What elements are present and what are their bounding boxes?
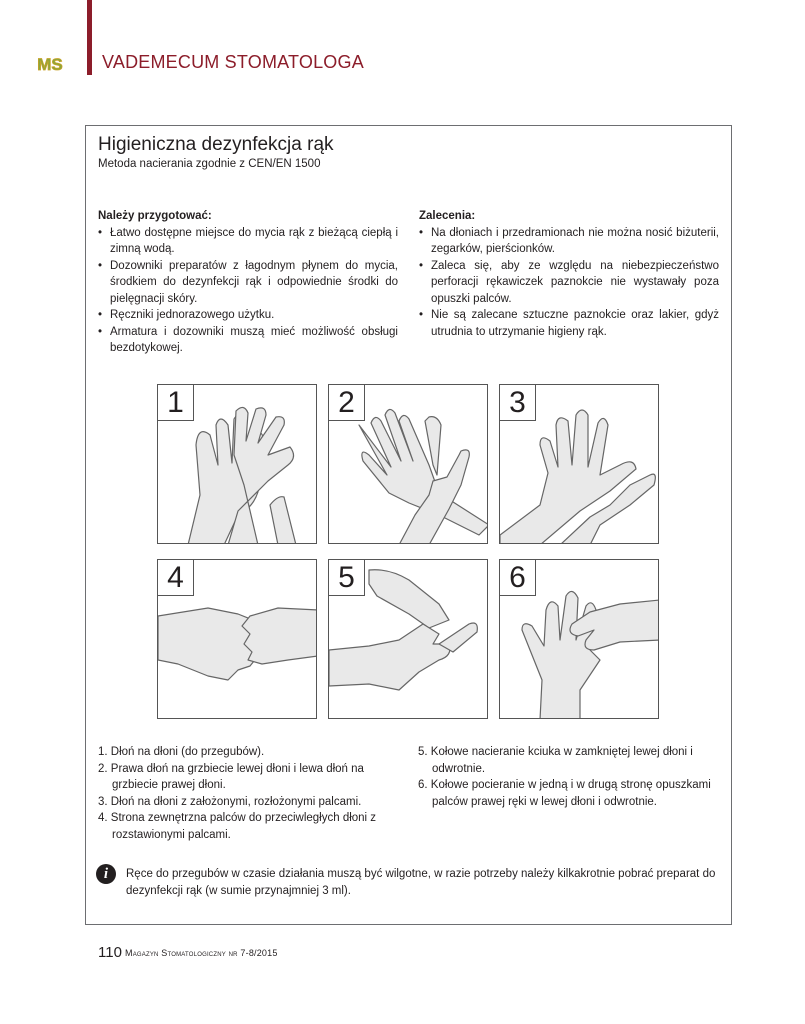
step-number: 4 xyxy=(158,560,194,596)
prepare-heading: Należy przygotować: xyxy=(98,210,212,222)
recommendations-heading: Zalecenia: xyxy=(419,210,476,222)
step-panel-1 xyxy=(157,384,317,544)
step-number: 5 xyxy=(329,560,365,596)
step-number: 2 xyxy=(329,385,365,421)
recommendations-section xyxy=(419,208,719,340)
prepare-item: • Armatura i dozowniki muszą mieć możliwość obsługi bezdotykowej. xyxy=(98,324,398,357)
prepare-section xyxy=(98,208,398,357)
step-description: 3. Dłoń na dłoni z założonymi, rozłożonymi palcami. xyxy=(98,795,362,808)
prepare-item: • Dozowniki preparatów z łagodnym płynem do mycia, środkiem do dezynfekcji rąk i odpowiednie środki do pielęgnacji skóry. xyxy=(98,258,398,308)
recommendation-item: • Nie są zalecane sztuczne paznokcie oraz lakier, gdyż utrudnia to utrzymanie higieny rąk. xyxy=(419,307,719,340)
magazine-logo xyxy=(25,55,75,73)
step-number: 3 xyxy=(500,385,536,421)
step-panel-6 xyxy=(499,559,659,719)
step-description: 5. Kołowe nacieranie kciuka w zamkniętej lewej dłoni i odwrotnie. xyxy=(418,746,693,775)
steps-list-left xyxy=(98,744,408,843)
steps-list-right xyxy=(418,744,728,810)
header-accent-bar xyxy=(87,0,92,75)
prepare-item: • Ręczniki jednorazowego użytku. xyxy=(98,307,398,324)
svg-text:MS: MS xyxy=(37,55,63,73)
recommendation-item: • Zaleca się, aby ze względu na niebezpieczeństwo perforacji rękawiczek paznokcie nie wystawały poza opuszki palców. xyxy=(419,258,719,308)
recommendation-item: • Na dłoniach i przedramionach nie można nosić biżuterii, zegarków, pierścionków. xyxy=(419,225,719,258)
step-description: 4. Strona zewnętrzna palców do przeciwległych dłoni z rozstawionymi palcami. xyxy=(98,812,377,841)
step-panel-4 xyxy=(157,559,317,719)
magazine-issue: Magazyn Stomatologiczny nr 7-8/2015 xyxy=(125,948,278,958)
step-panel-3 xyxy=(499,384,659,544)
step-number: 6 xyxy=(500,560,536,596)
step-description: 2. Prawa dłoń na grzbiecie lewej dłoni i lewa dłoń na grzbiecie prawej dłoni. xyxy=(98,762,364,791)
step-panel-5 xyxy=(328,559,488,719)
header-title: VADEMECUM STOMATOLOGA xyxy=(102,52,364,72)
info-note: Ręce do przegubów w czasie działania muszą być wilgotne, w razie potrzeby należy kilkakrotnie pobrać preparat do dezynfekcji rąk (w sumie przynajmniej 3 ml). xyxy=(126,868,716,897)
page-number: 110 xyxy=(98,944,122,961)
prepare-item: • Łatwo dostępne miejsce do mycia rąk z bieżącą ciepłą i zimną wodą. xyxy=(98,225,398,258)
info-icon: i xyxy=(96,864,116,884)
step-description: 1. Dłoń na dłoni (do przegubów). xyxy=(98,746,265,758)
article-title: Higieniczna dezynfekcja rąk xyxy=(98,134,334,155)
step-number: 1 xyxy=(158,385,194,421)
handrub-steps-illustration xyxy=(157,384,659,719)
step-description: 6. Kołowe pocieranie w jedną i w drugą stronę opuszkami palców prawej ręki w lewej dłoni i odwrotnie. xyxy=(418,779,711,808)
article-subtitle: Metoda nacierania zgodnie z CEN/EN 1500 xyxy=(98,158,321,170)
step-panel-2 xyxy=(328,384,488,544)
